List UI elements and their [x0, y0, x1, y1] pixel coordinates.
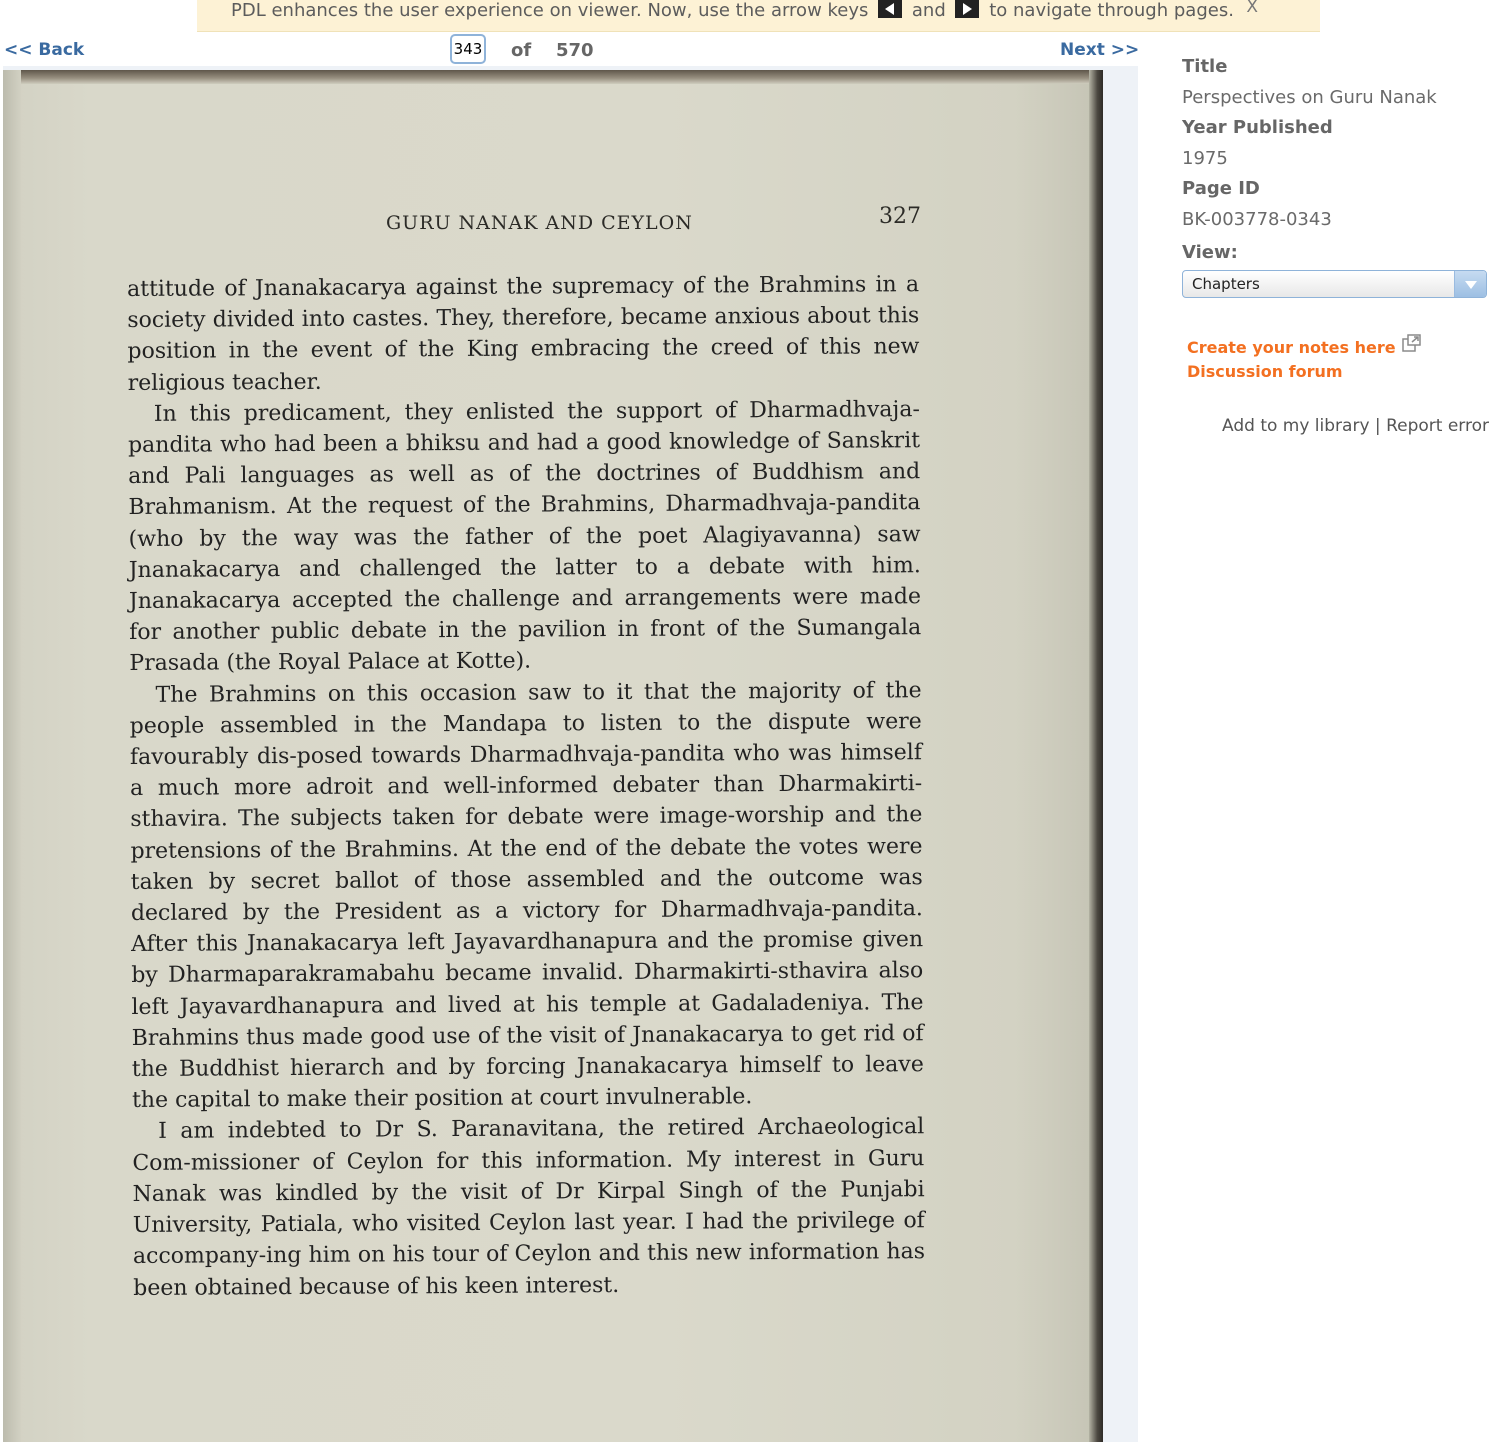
report-error-link[interactable]: Report error	[1386, 416, 1489, 436]
paragraph: attitude of Jnanakacarya against the supremacy of the Brahmins in a society divided into castes. They, therefore, became anxious about this position in the event of the King embracing the creed of this new religious teacher.	[127, 272, 920, 396]
page-id-value: BK-003778-0343	[1182, 209, 1332, 230]
left-arrow-key-icon	[878, 0, 902, 18]
close-notice-button[interactable]: X	[1246, 0, 1258, 17]
page-binding-edge	[1089, 70, 1103, 1442]
year-value: 1975	[1182, 148, 1228, 169]
notice-text-before: PDL enhances the user experience on viewer. Now, use the arrow keys	[231, 0, 869, 21]
page-id-label: Page ID	[1182, 178, 1260, 199]
next-button[interactable]: Next >>	[1060, 40, 1140, 60]
book-info-sidebar	[1182, 0, 1500, 1442]
page-viewer[interactable]	[3, 66, 1138, 1442]
chevron-down-icon[interactable]	[1454, 271, 1486, 297]
view-label: View:	[1182, 242, 1238, 263]
back-button[interactable]: << Back	[4, 40, 85, 60]
printed-page-number: 327	[879, 204, 921, 229]
navigation-notice-banner	[197, 0, 1320, 32]
page-top-edge	[3, 70, 1103, 84]
of-label: of	[511, 40, 532, 61]
paragraph: I am indebted to Dr S. Paranavitana, the retired Archaeological Com-missioner of Ceylon for this information. My interest in Guru Nanak was kindled by the visit of Dr Kirpal Singh of the Punjabi University, Patiala, who visited Ceylon last year. I had the privilege of accompany-ing him on his tour of Ceylon and this new information has been obtained because of his keen interest.	[132, 1114, 926, 1301]
notice-text-after: to navigate through pages.	[989, 0, 1234, 21]
view-select[interactable]	[1182, 270, 1487, 298]
add-to-library-link[interactable]: Add to my library	[1222, 416, 1370, 436]
paragraph: The Brahmins on this occasion saw to it that the majority of the people assembled in the Mandapa to listen to the dispute were favourably dis-posed towards Dharmadhvaja-pandita who was himself a much more adroit and well-informed debater than Dharmakirti-sthavira. The subjects taken for debate were image-worship and the pretensions of the Brahmins. At the end of the debate the votes were taken by secret ballot of those assembled and the outcome was declared by the President as a victory for Dharmadhvaja-pandita. After this Jnanakacarya left Jayavardhanapura and the promise given by Dharmaparakramabahu became invalid. Dharmakirti-sthavira also left Jayavardhanapura and lived at his temple at Gadaladeniya. The Brahmins thus made good use of the visit of Jnanakacarya to get rid of the Buddhist hierarch and by forcing Jnanakacarya himself to leave the capital to make their position at court invulnerable.	[129, 677, 924, 1114]
total-pages: 570	[556, 40, 594, 61]
running-head: GURU NANAK AND CEYLON	[386, 212, 693, 234]
separator: |	[1374, 416, 1381, 436]
discussion-forum-link[interactable]: Discussion forum	[1187, 362, 1343, 381]
view-selected-value: Chapters	[1192, 275, 1260, 293]
year-label: Year Published	[1182, 117, 1333, 138]
notice-text-middle: and	[911, 0, 946, 21]
external-link-icon[interactable]	[1402, 334, 1422, 352]
page-left-edge	[3, 70, 21, 1442]
library-actions	[1222, 416, 1489, 436]
title-label: Title	[1182, 56, 1228, 77]
paragraph: In this predicament, they enlisted the support of Dharmadhvaja-pandita who had been a bhiksu and had a good knowledge of Sanskrit and Pali languages as well as of the doctrines of Buddhism and Brahmanism. At the request of the Brahmins, Dharmadhvaja-pandita (who by the way was the father of the poet Alagiyavanna) saw Jnanakacarya and challenged the latter to a debate with him. Jnanakacarya accepted the challenge and arrangements were made for another public debate in the pavilion in front of the Sumangala Prasada (the Royal Palace at Kotte).	[127, 396, 922, 677]
page-body-text	[127, 269, 925, 1304]
create-notes-link[interactable]: Create your notes here	[1187, 338, 1396, 357]
scanned-page-image	[3, 70, 1103, 1442]
page-number-input[interactable]	[450, 34, 486, 64]
title-value: Perspectives on Guru Nanak	[1182, 87, 1437, 108]
right-arrow-key-icon	[955, 0, 979, 18]
